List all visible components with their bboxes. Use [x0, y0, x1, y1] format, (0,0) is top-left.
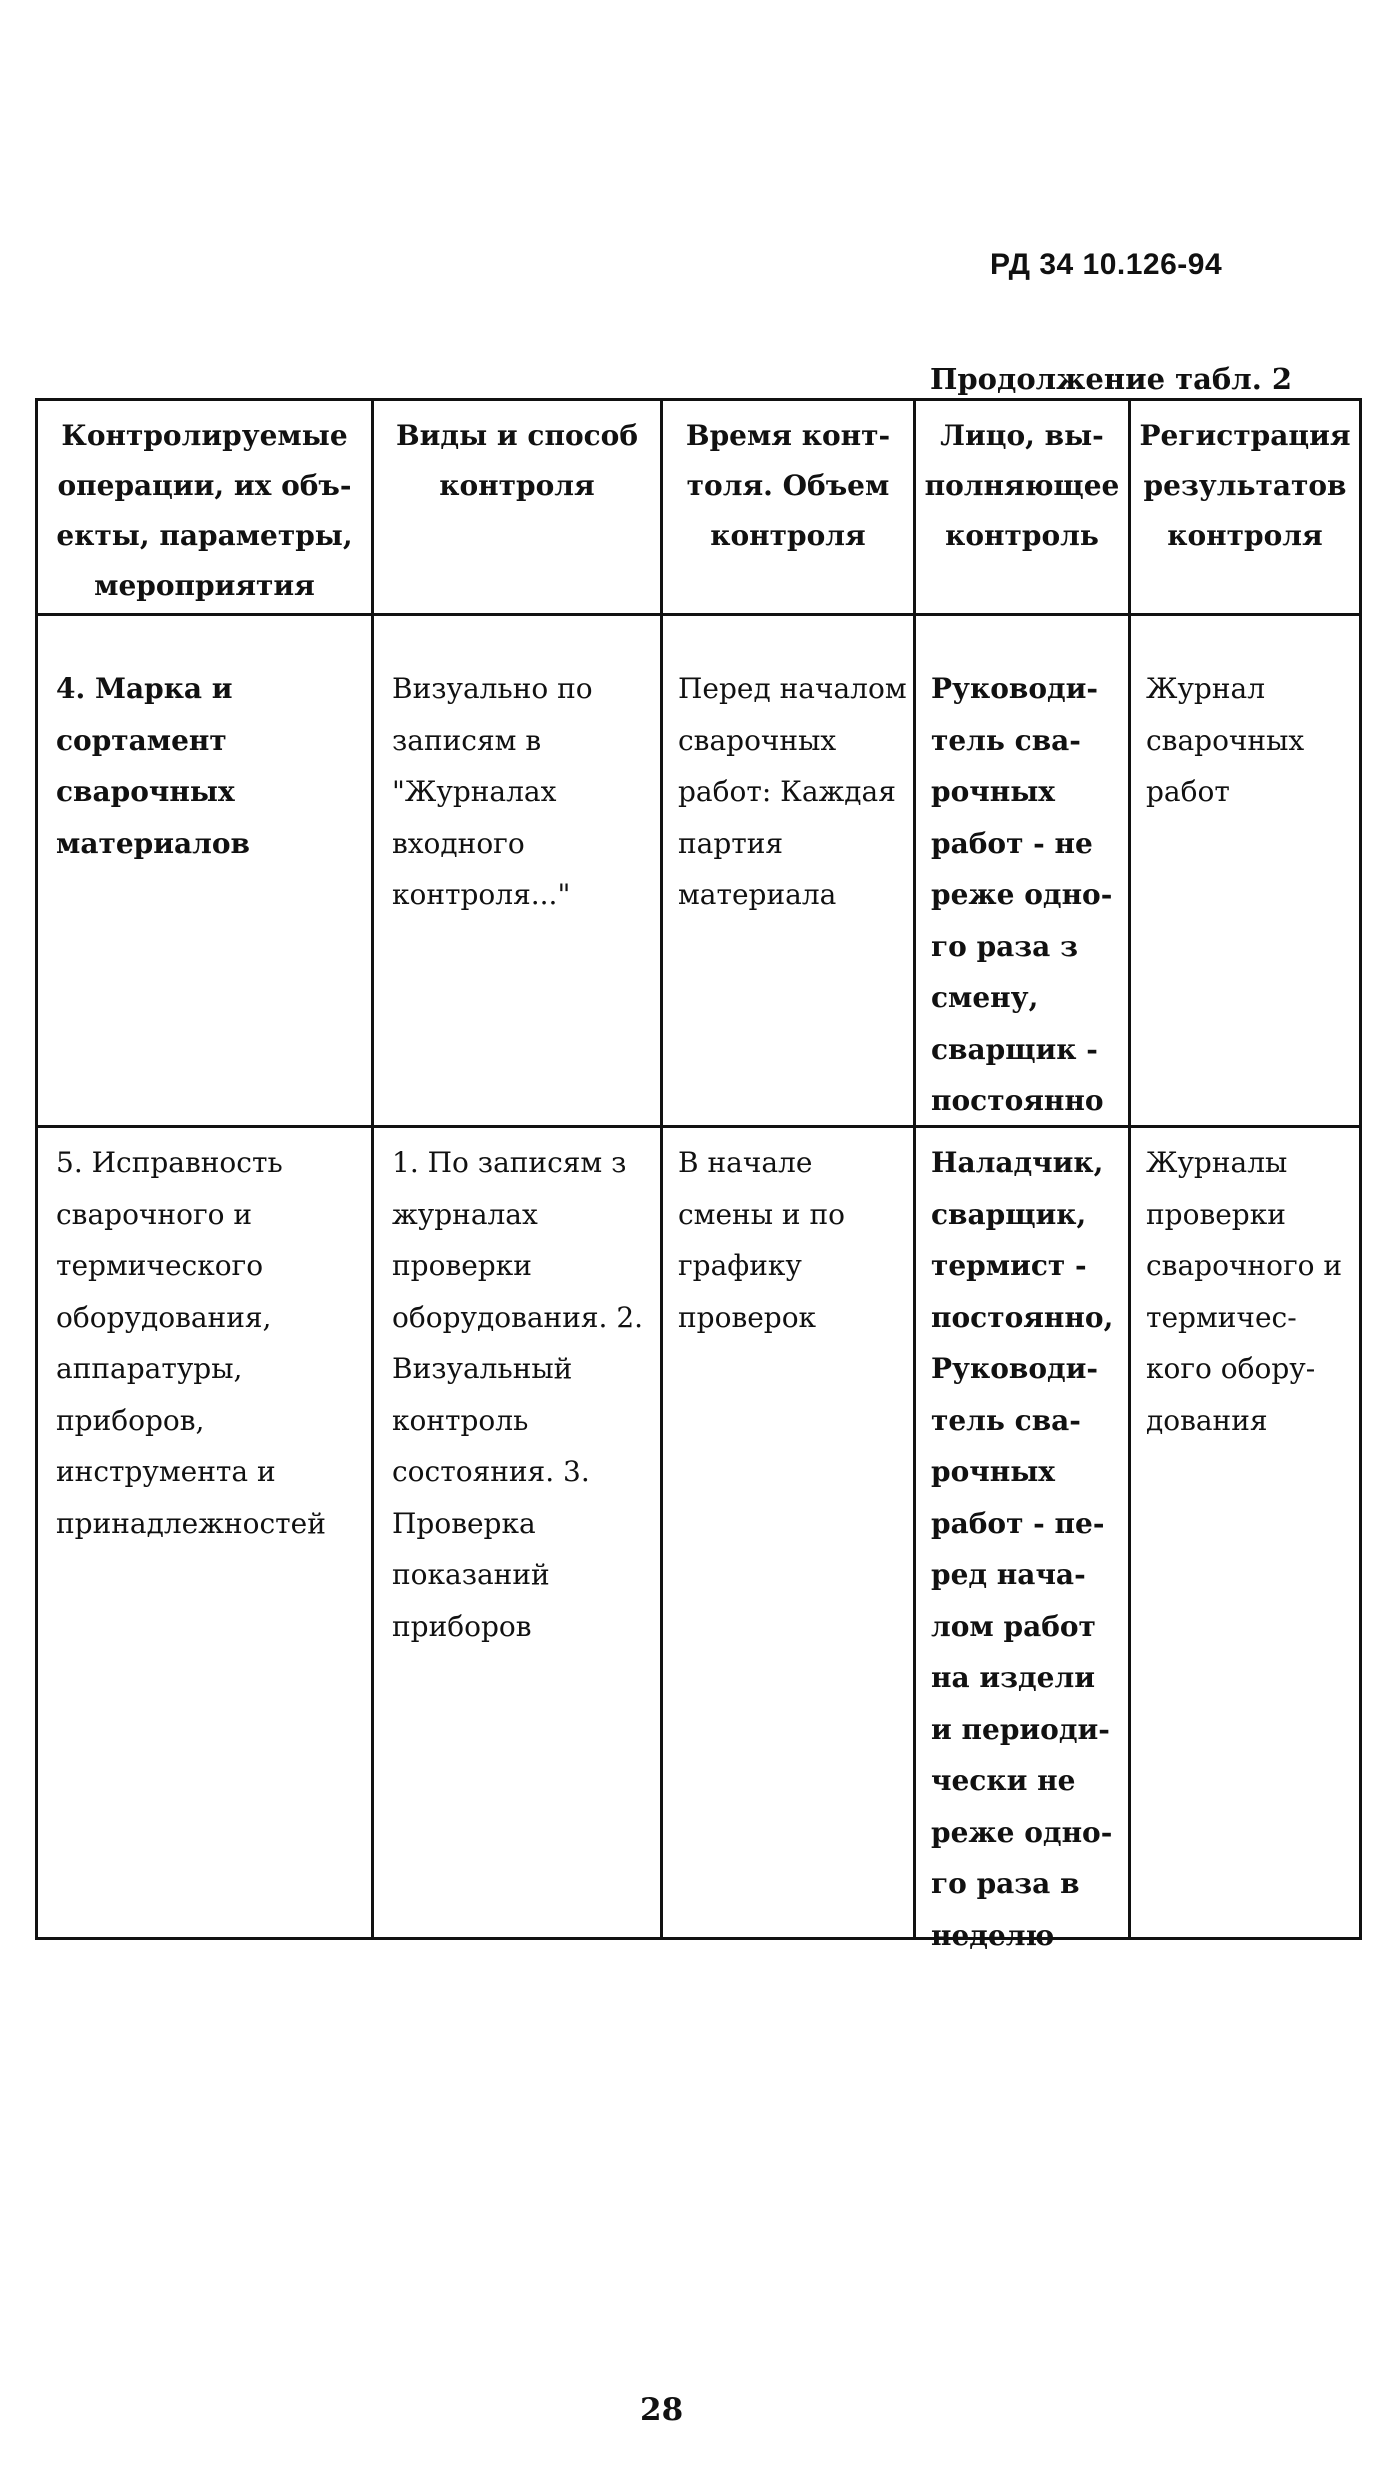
row4-time: Перед началом сварочных работ: Каждая партия материала	[678, 672, 907, 911]
header-operations: Контролируемые операции, их объ-екты, параметры, мероприятия	[56, 419, 353, 602]
header-registration: Регистрация результатов контроля	[1139, 419, 1351, 552]
header-method: Виды и способ контроля	[395, 419, 639, 502]
page-number: 28	[640, 2392, 684, 2428]
header-person: Лицо, вы-полняющее контроль	[924, 419, 1120, 552]
row4-registration: Журнал сварочных работ	[1146, 672, 1305, 808]
row5-registration: Журналы проверки сварочного и термичес-кого обору-дования	[1146, 1146, 1343, 1437]
row4-method: Визуально по записям в "Журналах входного контроля..."	[392, 672, 593, 911]
column-divider	[660, 401, 663, 1937]
row5-time: В начале смены и по графику проверок	[678, 1146, 845, 1334]
row4-operation: 4. Марка и сортамент сварочных материалов	[56, 672, 250, 860]
column-divider	[913, 401, 916, 1937]
header-time: Время конт-толя. Объем контроля	[685, 419, 891, 552]
row-divider	[38, 1125, 1359, 1128]
row5-method: 1. По записям з журналах проверки оборудования. 2. Визуальный контроль состояния. 3. Проверка показаний приборов	[392, 1146, 644, 1643]
row4-person: Руководи-тель сва-рочных работ - не реже одно-го раза з смену, сварщик - постоянно	[931, 672, 1113, 1117]
row-divider	[38, 613, 1359, 616]
row5-operation: 5. Исправность сварочного и термического оборудования, аппаратуры, приборов, инструмента и принадлежностей	[56, 1146, 326, 1540]
control-table	[35, 398, 1362, 1952]
document-code: РД 34 10.126-94	[990, 248, 1223, 281]
column-divider	[1128, 401, 1131, 1937]
row5-person: Наладчик, сварщик, термист - постоянно, Руководи-тель сва-рочных работ - пе-ред нача-лом работ на издели и периоди-чески не реже одно-го раза в неделю	[931, 1146, 1114, 1952]
table-continuation-label: Продолжение табл. 2	[930, 362, 1293, 396]
column-divider	[371, 401, 374, 1937]
